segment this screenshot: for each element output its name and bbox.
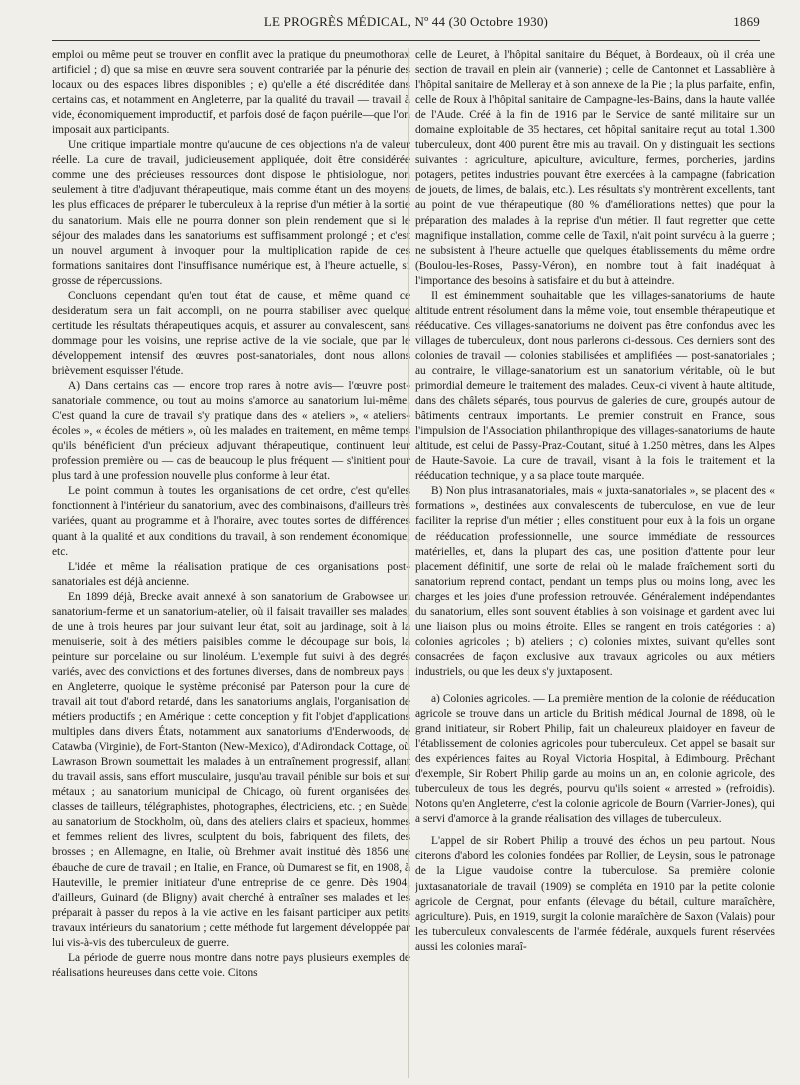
paragraph: La période de guerre nous montre dans notre pays plusieurs exemples de réalisations heureuses dans cette voie. Citons	[52, 951, 410, 979]
paragraph: Une critique impartiale montre qu'aucune de ces objections n'a de valeur réelle. La cure de travail, judicieusement appliquée, doit être considérée comme une des précieuses ressources dont dispose le phtisiologue, non seulement à titre d'adjuvant thérapeutique, mais comme étant un des moyens les plus efficaces de préparer le tuberculeux à la reprise d'un métier à la sortie du sanatorium. Mais elle ne pourra donner son plein rendement que si le séjour des malades dans les sanatoriums est suffisamment prolongé ; et c'est un nouvel argument à invoquer pour la multiplication rapide de ces formations sanitaires dont l'insuffisance numérique est, à l'heure actuelle, si grosse de répercussions.	[52, 139, 410, 287]
paragraph: Il est éminemment souhaitable que les villages-sanatoriums de haute altitude entrent résolument dans la même voie, tout ensemble thérapeutique et rééducative. Ces villages-sanatoriums ne doivent pas être confondus avec les villages de tuberculeux, dont nous parlerons ci-dessous. Ces derniers sont des colonies de travail — colonies stabilisées et amplifiées — post-sanatoriales ; au contraire, le village-sanatorium est un sanatorium véritable, où le but primordial demeure le traitement des malades. Ceux-ci vivent à haute altitude, dans des châlets séparés, tous pourvus de galeries de cure, groupés autour de bâtiments centraux importants. Le premier construit en France, sous l'impulsion de l'Association philanthropique des villages-sanatoriums de haute altitude, est celui de Passy-Praz-Coutant, situé à 1.250 mètres, dans les Alpes de Haute-Savoie. La cure de travail, visant à la fois le traitement et la rééducation technique, y a sa place toute marquée.	[415, 289, 775, 483]
paragraph: En 1899 déjà, Brecke avait annexé à son sanatorium de Grabowsee un sanatorium-ferme et un sanatorium-atelier, où il faisait travailler ses malades, de une à trois heures par jour suivant leur état, soit au jardinage, soit à la menuiserie, soit à des métiers paisibles comme le découpage sur bois, la peinture sur porcelaine ou sur linoléum. L'exemple fut suivi à des degrés variés, avec des convictions et des fortunes diverses, dans de nombreux pays : en Angleterre, quoique le système préconisé par Paterson pour la cure de travail ait tout d'abord retardé, dans les sanatoriums anglais, l'organisation de métiers productifs ; en Amérique : cette conception y fit l'objet d'applications multiples dans divers États, notamment aux sanatoriums d'Enderwoods, de Catawba (Virginie), de Fort-Stanton (New-Mexico), d'Adirondack Cottage, où Lawrason Brown soumettait les malades à un entraînement progressif, allant du travail assis, sans effort musculaire, jusqu'au travail pénible sur bois et sur métaux ; au sanatorium municipal de Chicago, où furent organisées des classes de tailleurs, télégraphistes, photographes, électriciens, etc. ; en Suède, au sanatorium de Stockholm, où, dans des ateliers clairs et spacieux, hommes et femmes relient des livres, sculptent du bois, fabriquent des filets, des brosses ; en Allemagne, en Italie, où Brehmer avait institué dès 1856 une ébauche de cure de travail ; en Italie, en France, où Dumarest se fit, en 1908, à Hauteville, le premier initiateur d'une entreprise de ce genre. Dès 1904, d'ailleurs, Guinard (de Bligny) avait cherché à entraîner ses malades et les préparait à passer du repos à la vie active en les faisant participer aux petits travaux intérieurs du sanatorium ; cette méthode fut largement développée par lui vis-à-vis des tuberculeux de guerre.	[52, 590, 410, 949]
paragraph: L'appel de sir Robert Philip a trouvé des échos un peu partout. Nous citerons d'abord les colonies fondées par Rollier, de Leysin, sous le patronage de la Ligue vaudoise contre la tuberculose. Sa première colonie juxtasanatoriale de travail (1909) se compléta en 1910 par la petite colonie agricole de Cergnat, pour enfants (élevage du bétail, culture maraîchère, agriculture). Puis, en 1919, surgit la colonie maraîchère de Saxon (Valais) pour les tuberculeux convalescents de l'armée fédérale, auxquels furent réservées aussi les colonies maraî-	[415, 835, 775, 953]
journal-title: LE PROGRÈS MÉDICAL, Nº 44 (30 Octobre 1930)	[263, 14, 549, 29]
paragraph: B) Non plus intrasanatoriales, mais « juxta-sanatoriales », se placent des « formations », destinées aux convalescents de tuberculose, en vue de leur faciliter la reprise d'un métier ; elles constituent pour eux à la fois un organe de rééducation professionnelle, une source immédiate de ressources matérielles, et, dans la plupart des cas, une position d'attente pour leur placement définitif, une sorte de relai où le malade fraîchement sorti du sanatorium reprend contact, pendant un temps plus ou moins long, avec les charges et les joies d'une profession retrouvée. Généralement indépendantes du sanatorium, elles sont souvent établies à son voisinage et gardent avec lui une liaison plus ou moins étroite. Elles se rangent en trois catégories : a) colonies agricoles ; b) ateliers ; c) colonies mixtes, suivant qu'elles sont consacrées de façon exclusive aux travaux agricoles ou aux métiers industriels, ou que les deux s'y juxtaposent.	[415, 485, 775, 678]
paragraph: emploi ou même peut se trouver en conflit avec la pratique du pneumothorax artificiel ; d) que sa mise en œuvre sera souvent contrariée par la pénurie des locaux ou des espaces libres disponibles ; e) qu'elle a été discréditée dans certains cas, et notamment en Angleterre, par la qualité du travail — travail à vide, économiquement improductif, et parfois dosé de façon puérile—que l'on imposait aux participants.	[52, 49, 410, 137]
section-paragraph-colonies-agricoles: a) Colonies agricoles. — La première mention de la colonie de rééducation agricole se trouve dans un article du British médical Journal de 1898, où le grand initiateur, sir Robert Philip, fait un chaleureux plaidoyer en faveur de l'établissement de colonies agricoles pour tuberculeux. Cet appel se basait sur des expériences faites au Royal Victoria Hospital, à Edimbourg. Prêchant d'exemple, Sir Robert Philip garde au moins un an, en colonie agricole, des tuberculeux de tous les degrés, pourvu qu'ils soient « arrested » (refroidis). Notons qu'en Angleterre, c'est la colonie agricole de Bourn (Varrier-Jones), qui a servi d'amorce à la grande réalisation des villages de tuberculeux.	[415, 692, 775, 826]
left-column	[52, 48, 410, 1080]
column-divider	[408, 48, 409, 1078]
paragraph: Concluons cependant qu'en tout état de cause, et même quand ce desideratum sera un fait accompli, on ne pourra stabiliser avec quelque certitude les résultats thérapeutiques acquis, et assurer au convalescent, sans dommage pour les voisins, une reprise active de la vie sociale, que par le développement intensif des œuvres post-sanatoriales, dont nous allons brièvement esquisser l'étude.	[52, 289, 410, 377]
paragraph: celle de Leuret, à l'hôpital sanitaire du Béquet, à Bordeaux, où il créa une section de travail en plein air (vannerie) ; celle de Cantonnet et Lassablière à l'hôpital sanitaire de Melleray et à son annexe de la Pie ; la plus parfaite, enfin, celle de Roux à l'hôpital sanitaire de Campagne-les-Bains, dans la haute vallée de l'Aude. Créé à la fin de 1916 par le Service de santé militaire sur un domaine exploitable de 35 hectares, cet hôpital sanitaire reçut au total 1.300 tuberculeux, dont 400 purent être mis au travail. On y distinguait les sections suivantes : agriculture, apiculture, aviculture, fermes, porcheries, jardins potagers, petites industries pouvant être exercées à la campagne (fabrication de jouets, de limes, de balais, etc.). Les résultats s'y montrèrent excellents, tant au point de vue thérapeutique (80 % d'améliorations nettes) que pour la préparation des malades à la reprise d'un métier. Il faut regretter que cette magnifique installation, comme celle de Taxil, n'ait point survécu à la guerre ; ne subsistent à l'heure actuelle que quelques établissements du même ordre (Boulou-les-Roses, Passy-Véron), en nombre tout à fait inadéquat à l'importance des besoins à satisfaire et du but à atteindre.	[415, 49, 775, 287]
paragraph: A) Dans certains cas — encore trop rares à notre avis— l'œuvre post-sanatoriale commence, ou tout au moins s'amorce au sanatorium lui-même. C'est quand la cure de travail s'y pratique dans des « ateliers », « ateliers-écoles », « écoles de métiers », où les malades en traitement, en même temps qu'ils bénéficient d'un précieux adjuvant thérapeutique, continuent leur profession première ou — cas de beaucoup le plus fréquent — s'initient pour plus tard à une profession nouvelle plus conforme à leur état.	[52, 380, 410, 483]
paragraph: L'idée et même la réalisation pratique de ces organisations post-sanatoriales est déjà ancienne.	[52, 560, 410, 588]
paragraph: Le point commun à toutes les organisations de cet ordre, c'est qu'elles fonctionnent à l'intérieur du sanatorium, avec des combinaisons, d'ailleurs très variées, quant au programme et à l'horaire, avec toutes sortes de différences quant à la qualité et aux conditions du travail, à son rendement économique, etc.	[52, 485, 410, 558]
header-rule	[52, 40, 760, 41]
right-column	[415, 48, 775, 1080]
running-head	[52, 14, 760, 36]
page-number: 1869	[733, 14, 760, 29]
